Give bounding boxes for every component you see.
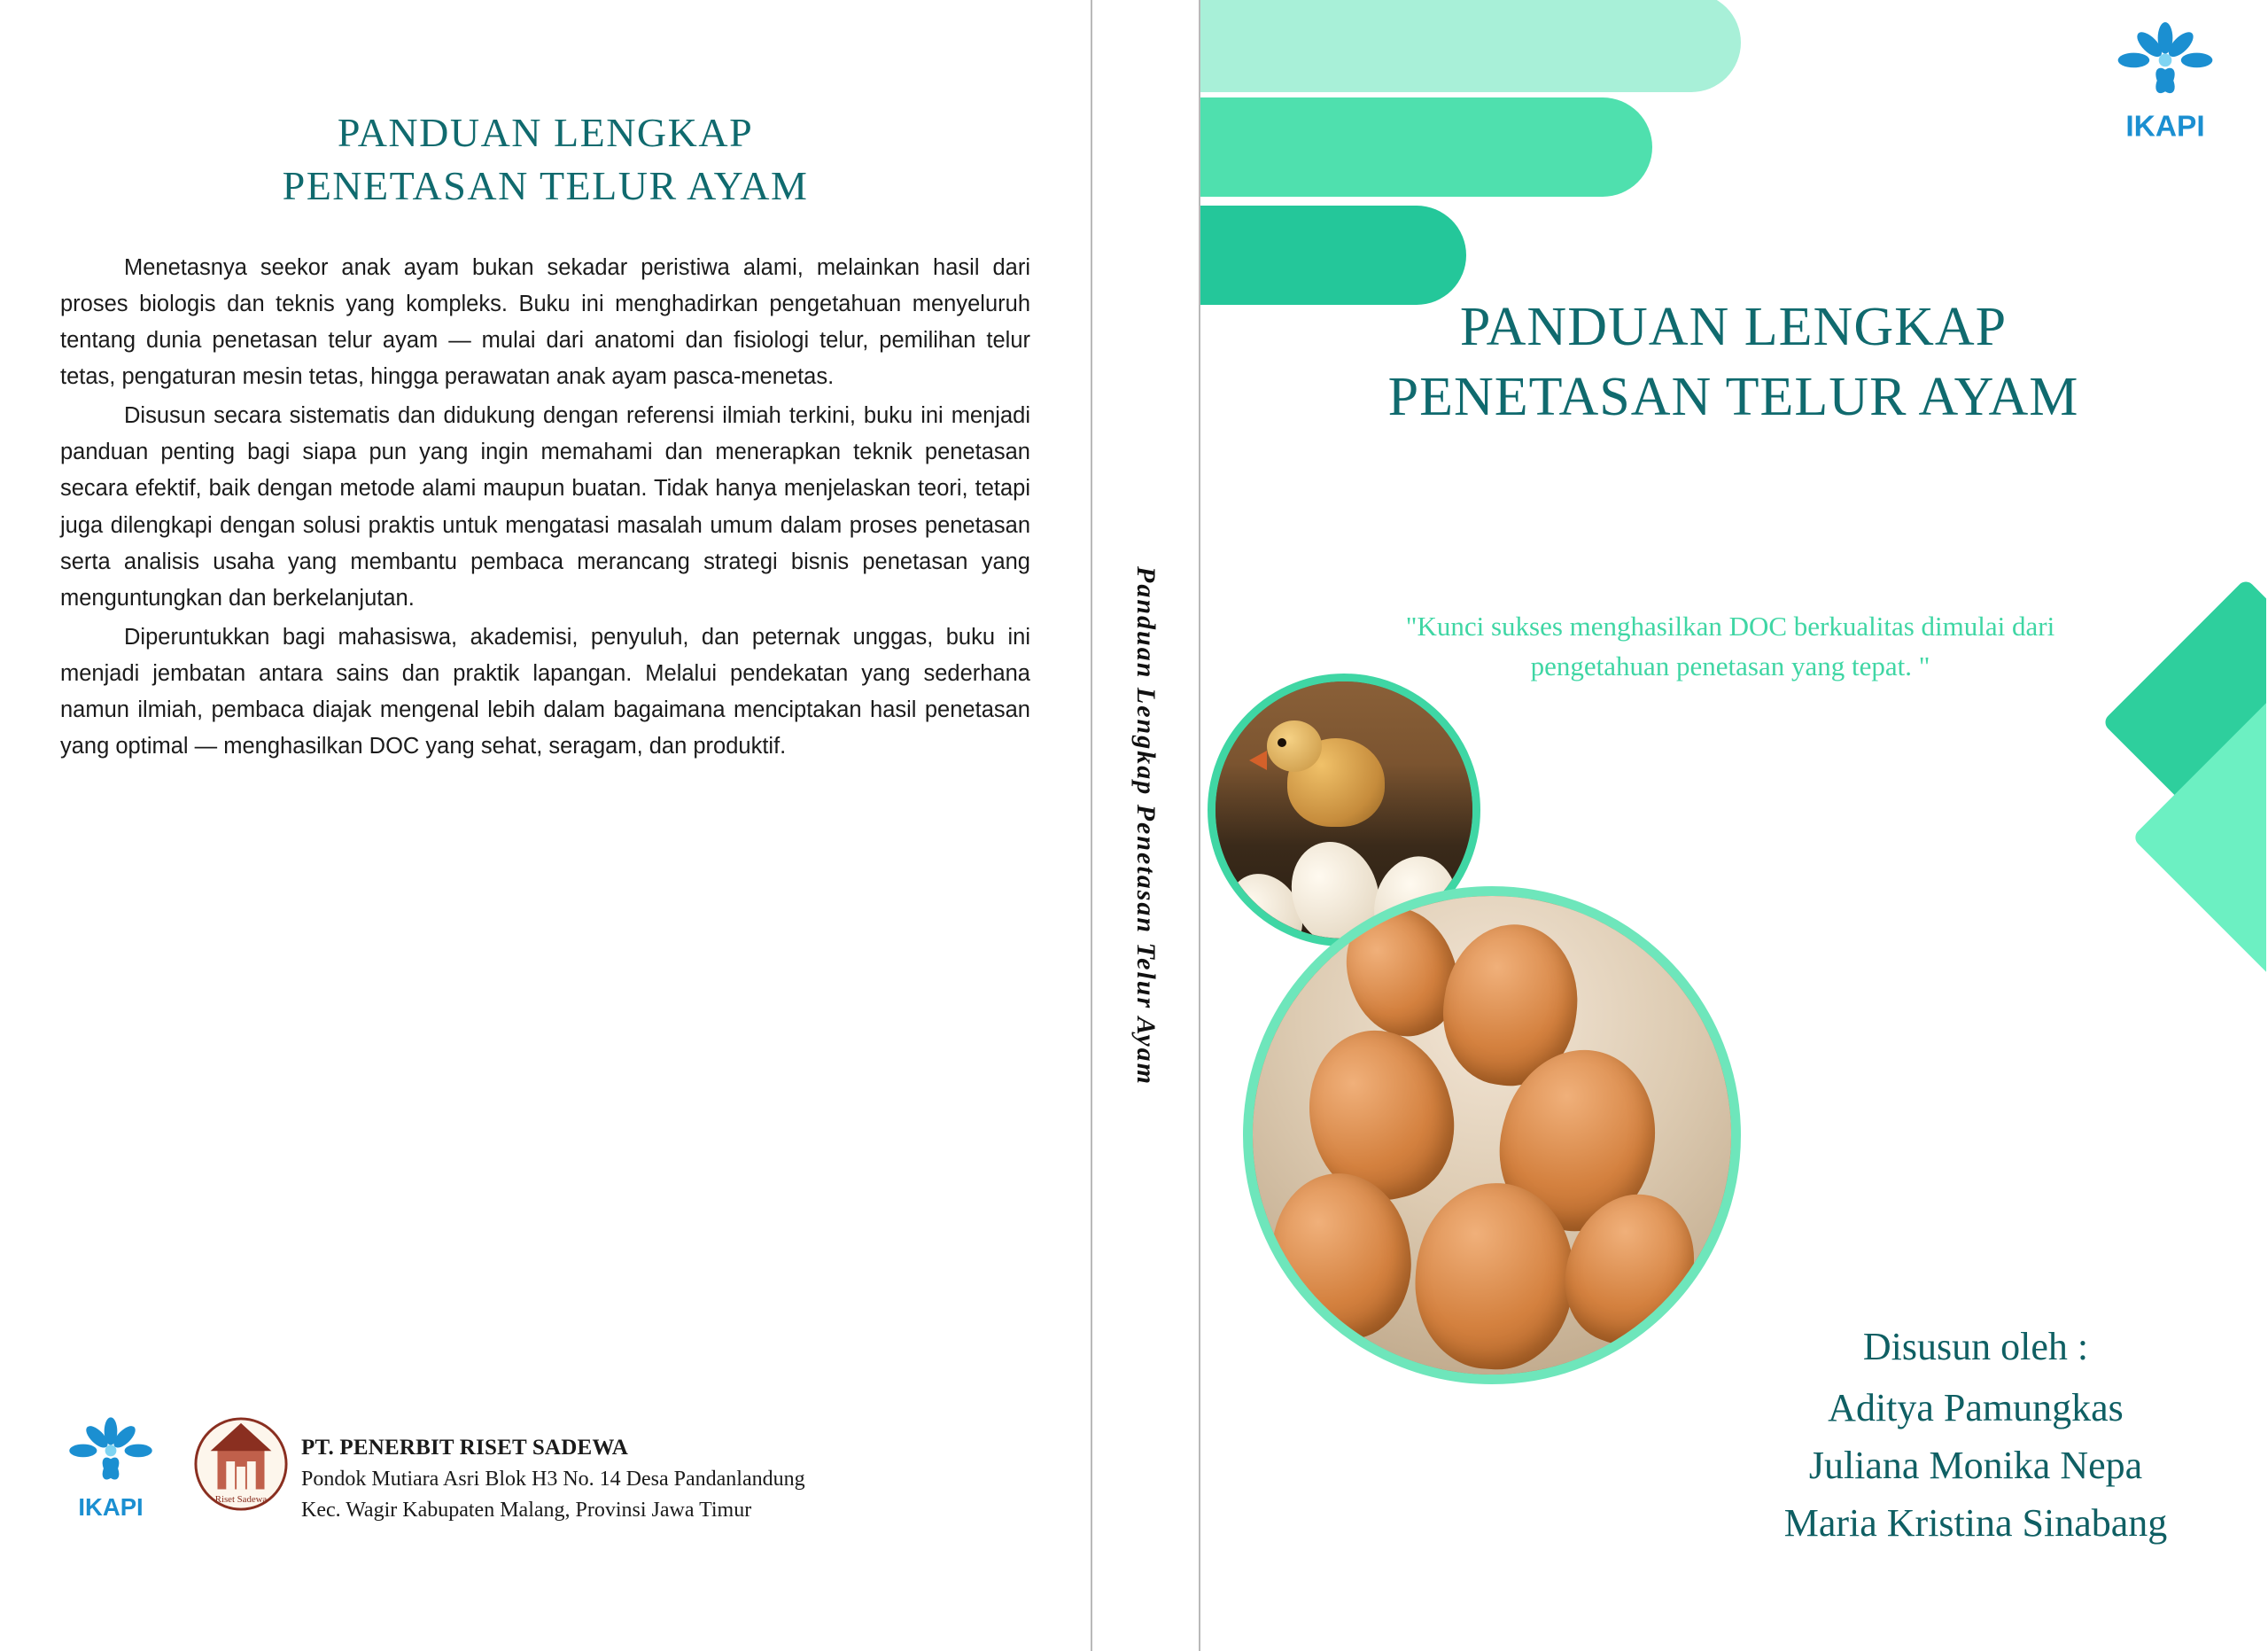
publisher-address-line-2: Kec. Wagir Kabupaten Malang, Provinsi Jawa Timur: [301, 1499, 752, 1523]
back-cover-footer: [62, 1416, 805, 1527]
ikapi-logo-back: [62, 1416, 159, 1527]
ikapi-logo-text-back: IKAPI: [78, 1493, 144, 1522]
decorative-bar-mint: [1200, 97, 1652, 197]
front-cover-tagline: [1270, 607, 2191, 687]
ikapi-logo-mark-front: [2107, 21, 2224, 142]
author-name-1: Aditya Pamungkas: [1828, 1385, 2124, 1429]
author-block: [1710, 1318, 2241, 1552]
back-title-line-2: PENETASAN TELUR AYAM: [282, 162, 809, 208]
decorative-bar-light: [1200, 0, 1741, 92]
chick-beak: [1249, 751, 1267, 770]
blurb-paragraph-1: Menetasnya seekor anak ayam bukan sekadar peristiwa alami, melainkan hasil dari proses biologis dan teknis yang kompleks. Buku ini menghadirkan pengetahuan menyeluruh tentang dunia penetasan telur ayam — mulai dari anatomi dan fisiologi telur, pemilihan telur tetas, pengaturan mesin tetas, hingga perawatan anak ayam pasca-menetas.: [60, 254, 1030, 390]
eggs-photo-inner: [1253, 896, 1731, 1375]
book-spine: [1092, 0, 1200, 1651]
front-title-line-1: PANDUAN LENGKAP: [1459, 297, 2008, 357]
ikapi-logo-mark: [62, 1416, 159, 1523]
riset-sadewa-seal: [193, 1416, 289, 1512]
ikapi-logo-text-front: IKAPI: [2125, 110, 2205, 142]
back-title-line-1: PANDUAN LENGKAP: [337, 110, 754, 155]
authors-lead-label: Disusun oleh :: [1862, 1324, 2089, 1368]
publisher-name: PT. PENERBIT RISET SADEWA: [301, 1436, 629, 1460]
front-cover-title: [1200, 292, 2266, 433]
back-cover-title: [0, 106, 1091, 213]
author-name-2: Juliana Monika Nepa: [1808, 1443, 2143, 1487]
ikapi-logo-front: [2107, 21, 2224, 146]
blurb-paragraph-3: Diperuntukkan bagi mahasiswa, akademisi, penyuluh, dan peternak unggas, buku ini menjadi jembatan antara sains dan praktik lapangan. Melalui pendekatan yang sederhana namun ilmiah, pembaca diajak mengenal lebih dalam bagaimana menciptakan hasil penetasan yang optimal — menghasilkan DOC yang sehat, seragam, dan produktif.: [60, 624, 1030, 759]
tagline-line-1: "Kunci sukses menghasilkan DOC berkualitas dimulai dari: [1405, 611, 2055, 642]
eggs-photo: [1243, 886, 1741, 1384]
seal-label: Riset Sadewa: [214, 1494, 268, 1506]
back-cover-blurb: [60, 250, 1030, 766]
decorative-bar-green: [1200, 206, 1466, 305]
back-cover: [0, 0, 1092, 1651]
author-name-3: Maria Kristina Sinabang: [1783, 1500, 2168, 1545]
chick-eye: [1278, 738, 1286, 747]
spine-title: Panduan Lengkap Penetasan Telur Ayam: [1131, 565, 1161, 1086]
chick-head: [1267, 720, 1322, 772]
publisher-info: [301, 1416, 805, 1526]
front-cover: [1200, 0, 2266, 1651]
publisher-address-line-1: Pondok Mutiara Asri Blok H3 No. 14 Desa Pandanlandung: [301, 1468, 805, 1491]
tagline-line-2: pengetahuan penetasan yang tepat. ": [1530, 650, 1930, 681]
blurb-paragraph-2: Disusun secara sistematis dan didukung dengan referensi ilmiah terkini, buku ini menjadi panduan penting bagi siapa pun yang ingin memahami dan menerapkan teknik penetasan secara efektif, baik dengan metode alami maupun buatan. Tidak hanya menjelaskan teori, tetapi juga dilengkapi dengan solusi praktis untuk mengatasi masalah umum dalam proses penetasan serta analisis usaha yang membantu pembaca merancang strategi bisnis penetasan yang menguntungkan dan berkelanjutan.: [60, 402, 1030, 611]
front-title-line-2: PENETASAN TELUR AYAM: [1387, 367, 2079, 428]
publisher-seal-icon: [193, 1416, 289, 1512]
